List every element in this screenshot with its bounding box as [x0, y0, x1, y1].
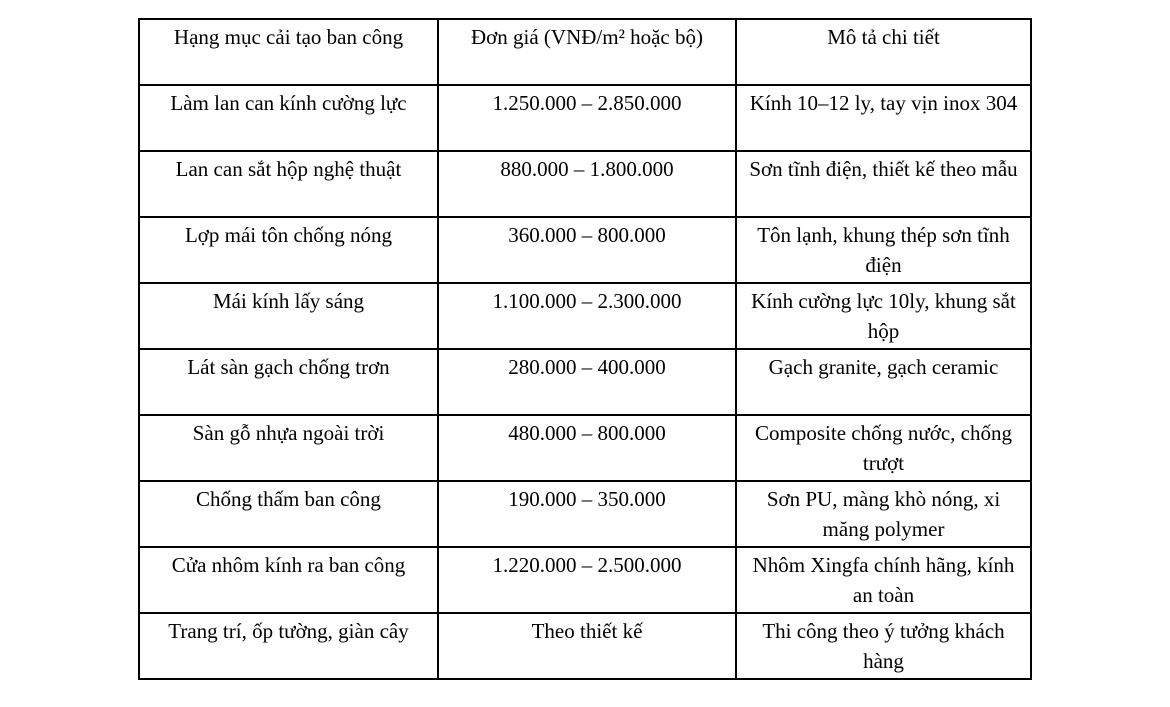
price-cell: 360.000 – 800.000	[438, 217, 736, 283]
category-cell: Làm lan can kính cường lực	[139, 85, 438, 151]
price-cell: 480.000 – 800.000	[438, 415, 736, 481]
description-cell: Composite chống nước, chống trượt	[736, 415, 1031, 481]
table-row	[139, 283, 1031, 349]
table-row	[139, 151, 1031, 217]
column-header-category: Hạng mục cải tạo ban công	[139, 19, 438, 85]
table-row	[139, 613, 1031, 679]
table-row	[139, 85, 1031, 151]
description-cell: Nhôm Xingfa chính hãng, kính an toàn	[736, 547, 1031, 613]
description-cell: Gạch granite, gạch ceramic	[736, 349, 1031, 415]
category-cell: Cửa nhôm kính ra ban công	[139, 547, 438, 613]
description-cell: Kính cường lực 10ly, khung sắt hộp	[736, 283, 1031, 349]
price-cell: 280.000 – 400.000	[438, 349, 736, 415]
category-cell: Mái kính lấy sáng	[139, 283, 438, 349]
table-row	[139, 349, 1031, 415]
price-cell: 190.000 – 350.000	[438, 481, 736, 547]
table-row	[139, 415, 1031, 481]
category-cell: Lan can sắt hộp nghệ thuật	[139, 151, 438, 217]
price-cell: 1.220.000 – 2.500.000	[438, 547, 736, 613]
category-cell: Lát sàn gạch chống trơn	[139, 349, 438, 415]
column-header-description: Mô tả chi tiết	[736, 19, 1031, 85]
description-cell: Thi công theo ý tưởng khách hàng	[736, 613, 1031, 679]
category-cell: Sàn gỗ nhựa ngoài trời	[139, 415, 438, 481]
description-cell: Sơn PU, màng khò nóng, xi măng polymer	[736, 481, 1031, 547]
price-cell: 1.250.000 – 2.850.000	[438, 85, 736, 151]
description-cell: Sơn tĩnh điện, thiết kế theo mẫu	[736, 151, 1031, 217]
category-cell: Lợp mái tôn chống nóng	[139, 217, 438, 283]
balcony-renovation-price-table	[138, 18, 1032, 680]
column-header-price: Đơn giá (VNĐ/m² hoặc bộ)	[438, 19, 736, 85]
description-cell: Tôn lạnh, khung thép sơn tĩnh điện	[736, 217, 1031, 283]
table-row	[139, 217, 1031, 283]
description-cell: Kính 10–12 ly, tay vịn inox 304	[736, 85, 1031, 151]
table-row	[139, 481, 1031, 547]
price-cell: 1.100.000 – 2.300.000	[438, 283, 736, 349]
category-cell: Chống thấm ban công	[139, 481, 438, 547]
price-cell: 880.000 – 1.800.000	[438, 151, 736, 217]
category-cell: Trang trí, ốp tường, giàn cây	[139, 613, 438, 679]
price-cell: Theo thiết kế	[438, 613, 736, 679]
table-row	[139, 547, 1031, 613]
table-header-row	[139, 19, 1031, 85]
